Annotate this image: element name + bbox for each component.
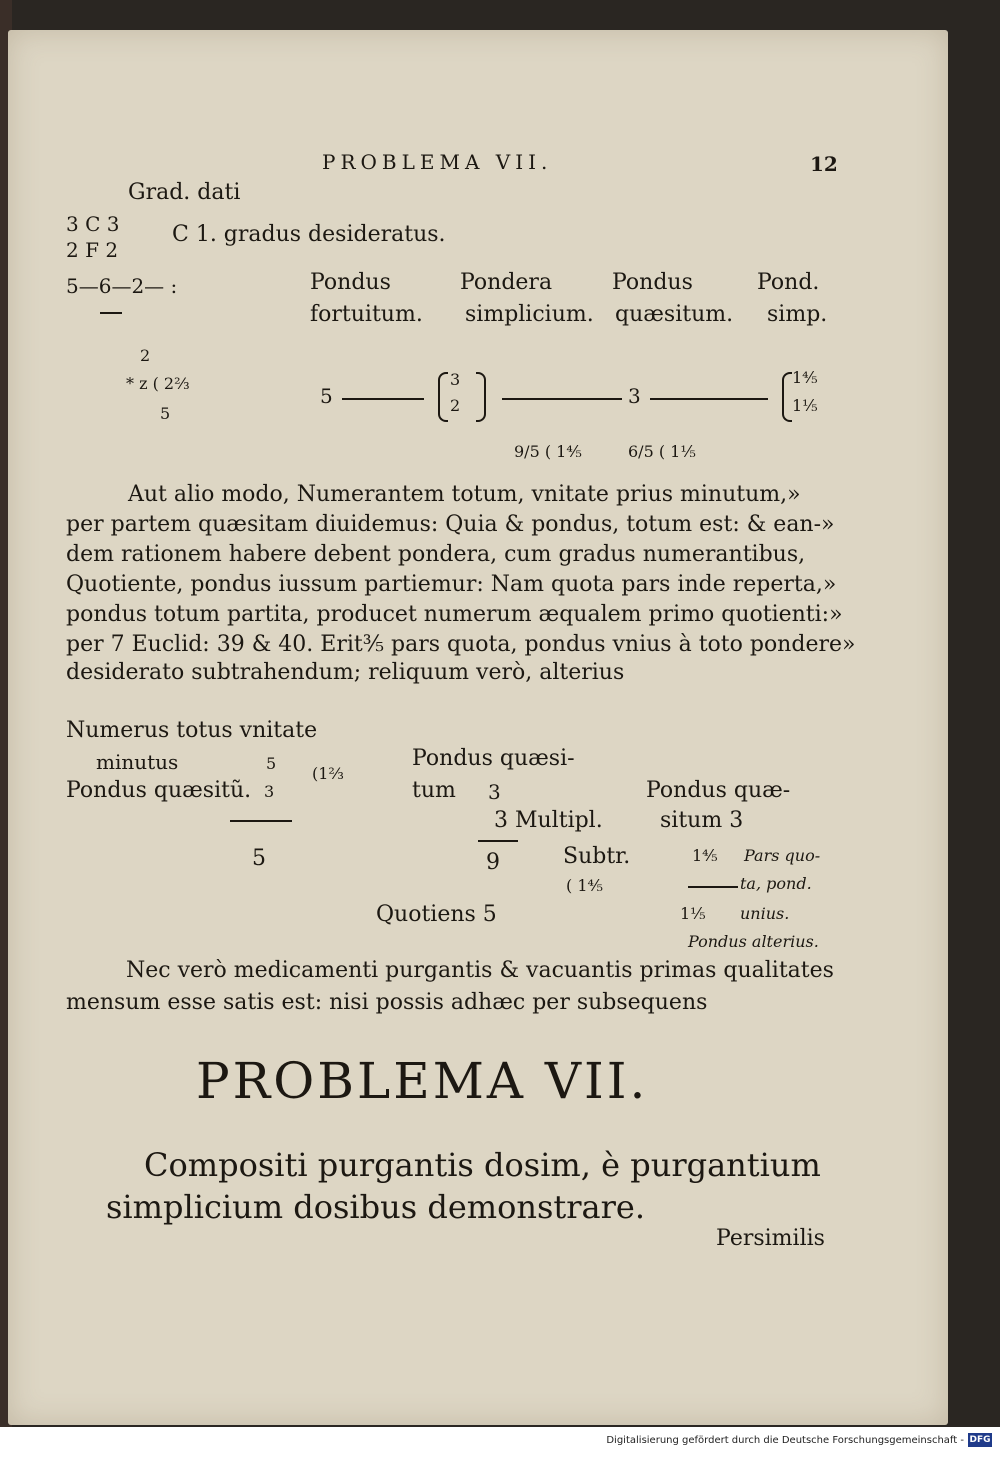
pars-value: 1⅘ (692, 846, 718, 865)
sum-line: 5—6—2— : (66, 274, 178, 298)
connector-2 (502, 398, 622, 400)
bracket-left (438, 372, 448, 422)
running-title: PROBLEMA VII. (322, 150, 553, 174)
bracket-right (476, 372, 486, 422)
frac-bot: 5 (160, 404, 171, 423)
frac-top: 2 (140, 346, 151, 365)
numerus-totus: Numerus totus vnitate (66, 718, 318, 743)
sub-frac-1: 9/5 ( 1⅘ (514, 442, 582, 461)
para2-line2: mensum esse satis est: nisi possis adhæc per subsequens (66, 990, 708, 1015)
pondus-alterius: Pondus alterius. (688, 932, 819, 951)
header-pond-simp-b: simp. (767, 302, 828, 327)
page-number: 12 (810, 152, 838, 176)
bracket-top: 3 (450, 370, 461, 389)
ta-pond: ta, pond. (740, 874, 812, 893)
header-pondera-simplicium-b: simplicium. (465, 302, 594, 327)
header-pondus-quaesitum-a: Pondus (612, 270, 693, 295)
rule-left (230, 820, 292, 822)
footer-credit: Digitalisierung gefördert durch die Deutsche Forschungsgemeinschaft - (606, 1435, 964, 1446)
frac-mid: * z ( 2⅔ (126, 374, 190, 393)
header-pond-simp-a: Pond. (757, 270, 820, 295)
mid-result: 9 (486, 850, 500, 875)
header-pondus-quaesitum-b: quæsitum. (615, 302, 734, 327)
value-quaesitum: 3 (628, 384, 641, 408)
grad-row-1: 3 C 3 (66, 212, 120, 236)
subtr-frac: ( 1⅘ (566, 876, 604, 895)
para1-line4: Quotiente, pondus iussum partiemur: Nam quota pars inde reperta,» (66, 572, 837, 597)
sub-frac-2: 6/5 ( 1⅕ (628, 442, 696, 461)
value-fortuitum: 5 (320, 384, 333, 408)
unius: unius. (740, 904, 790, 923)
grad-row-2: 2 F 2 (66, 238, 119, 262)
quotiens: Quotiens 5 (376, 902, 497, 927)
simp-bottom: 1⅕ (792, 396, 818, 415)
gradus-desideratus: C 1. gradus desideratus. (172, 222, 446, 247)
tum-value: 3 (488, 780, 501, 804)
para1-line2: per partem quæsitam diuidemus: Quia & pondus, totum est: & ean-» (66, 512, 835, 537)
pondus-quae: Pondus quæ- (646, 778, 791, 803)
para1-line5: pondus totum partita, producet numerum æqualem primo quotienti:» (66, 602, 843, 627)
section-title: PROBLEMA VII. (196, 1052, 649, 1110)
multipl: 3 Multipl. (494, 808, 603, 833)
para1-line3: dem rationem habere debent pondera, cum gradus numerantibus, (66, 542, 806, 567)
dfg-logo: DFG (969, 1435, 991, 1445)
para1-line6: per 7 Euclid: 39 & 40. Erit⅗ pars quota, pondus vnius à toto pondere» (66, 632, 856, 657)
section-subtitle-2: simplicium dosibus demonstrare. (106, 1188, 646, 1226)
grad-dati: Grad. dati (128, 180, 241, 205)
header-pondus-fortuitum-a: Pondus (310, 270, 391, 295)
tum: tum (412, 778, 456, 803)
pondus-quaesi: Pondus quæsi- (412, 746, 575, 771)
rule-right (688, 886, 738, 888)
bracket-left-2 (782, 372, 792, 422)
minutus: minutus (96, 750, 179, 774)
para1-line7: desiderato subtrahendum; reliquum verò, alterius (66, 660, 625, 685)
connector-3 (650, 398, 768, 400)
pondus-quaesitu: Pondus quæsitũ. (66, 778, 252, 803)
pondus-quaesitu-value: 3 (264, 782, 275, 801)
pars-quo: Pars quo- (744, 846, 821, 865)
rule-mid (478, 840, 518, 842)
minutus-value: 5 (266, 754, 277, 773)
connector-1 (342, 398, 424, 400)
header-pondera-simplicium-a: Pondera (460, 270, 553, 295)
bracket-bottom: 2 (450, 396, 461, 415)
para2-line1: Nec verò medicamenti purgantis & vacuantis primas qualitates (126, 958, 834, 983)
rule-small (100, 312, 122, 314)
para1-line1: Aut alio modo, Numerantem totum, vnitate prius minutum,» (128, 482, 801, 507)
unius-value: 1⅕ (680, 904, 706, 923)
left-result: 5 (252, 846, 266, 871)
situm: situm 3 (660, 808, 744, 833)
header-pondus-fortuitum-b: fortuitum. (310, 302, 423, 327)
paren-frac: (1⅔ (312, 764, 344, 783)
subtr: Subtr. (563, 844, 631, 869)
simp-top: 1⅘ (792, 368, 818, 387)
section-subtitle-1: Compositi purgantis dosim, è purgantium (144, 1146, 821, 1184)
catchword: Persimilis (716, 1226, 825, 1251)
